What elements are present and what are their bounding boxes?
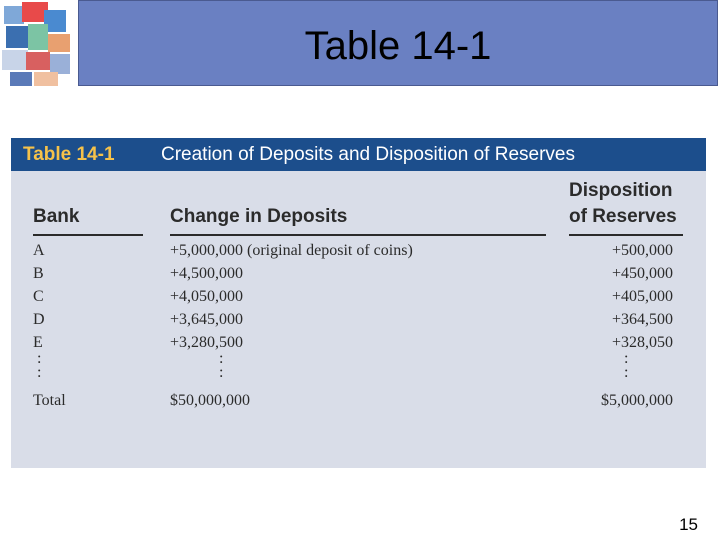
row-c-reserves: +405,000 (611, 288, 673, 305)
row-b-change: +4,500,000 (170, 265, 244, 282)
column-header-disposition-line1: Disposition (569, 180, 673, 201)
table-number: Table 14-1 (23, 144, 115, 165)
total-reserves: $5,000,000 (601, 392, 673, 409)
ellipsis-bank-2: : (37, 364, 42, 381)
column-header-bank: Bank (33, 206, 80, 227)
slide-header (0, 0, 720, 88)
row-a-change: +5,000,000 (original deposit of coins) (170, 242, 413, 259)
ellipsis-change-1: : (219, 350, 224, 367)
ellipsis-reserves-2: : (624, 364, 629, 381)
row-c-bank: C (33, 288, 44, 305)
row-e-bank: E (33, 334, 43, 351)
row-a-bank: A (33, 242, 45, 259)
ellipsis-reserves-1: : (624, 350, 629, 367)
row-d-bank: D (33, 311, 45, 328)
row-a-reserves: +500,000 (611, 242, 673, 259)
header-rule-disposition (569, 234, 683, 236)
header-rule-bank (33, 234, 143, 236)
row-e-reserves: +328,050 (611, 334, 673, 351)
table-header-bar (11, 138, 706, 171)
total-bank: Total (33, 392, 66, 409)
header-rule-change (170, 234, 546, 236)
table-caption: Creation of Deposits and Disposition of Reserves (161, 144, 575, 165)
row-d-change: +3,645,000 (170, 311, 244, 328)
row-b-reserves: +450,000 (611, 265, 673, 282)
column-header-change: Change in Deposits (170, 206, 348, 227)
slide-title: Table 14-1 (304, 24, 492, 68)
row-c-change: +4,050,000 (170, 288, 244, 305)
row-e-change: +3,280,500 (170, 334, 244, 351)
row-b-bank: B (33, 265, 44, 282)
decorative-logo-image (0, 0, 76, 88)
deposits-table (11, 138, 706, 468)
total-change: $50,000,000 (170, 392, 250, 409)
collage-icon (0, 0, 76, 88)
ellipsis-bank-1: : (37, 350, 42, 367)
page-number: 15 (679, 515, 698, 534)
ellipsis-change-2: : (219, 364, 224, 381)
row-d-reserves: +364,500 (611, 311, 673, 328)
column-header-disposition-line2: of Reserves (569, 206, 677, 227)
